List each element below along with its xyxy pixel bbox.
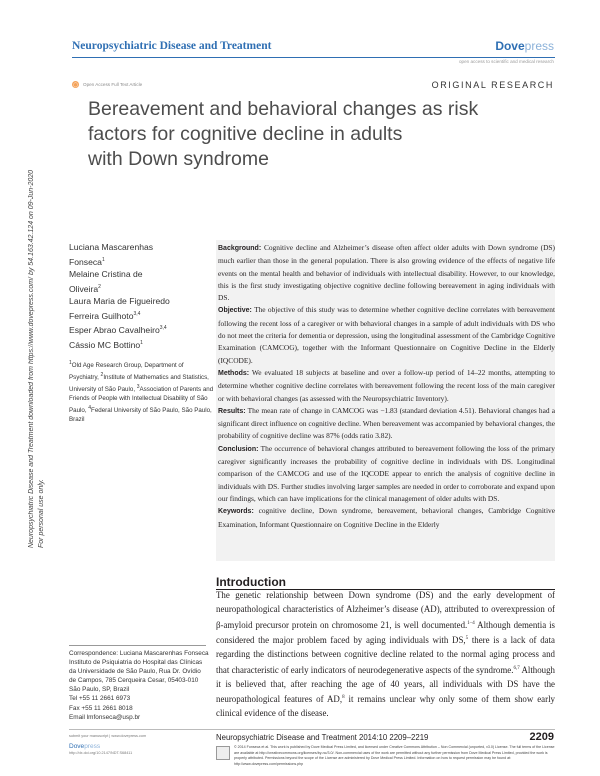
publisher-logo-suffix: press: [524, 39, 554, 53]
open-access-badge: [72, 81, 142, 88]
correspondence-tel: Tel +55 11 2661 6973: [69, 695, 131, 703]
introduction-heading: Introduction: [216, 575, 286, 589]
citation-ref[interactable]: 1–4: [467, 620, 475, 626]
citation-ref[interactable]: 6,7: [513, 665, 520, 671]
publisher-logo[interactable]: [495, 39, 554, 53]
abstract-objective: Objective: The objective of this study was to determine whether cognitive decline correlates with bereavement following the recent loss of a caregiver or with behavioral changes in a sample of adult individuals with DS who do not meet the criteria for dementia or depression, using the longitudinal assessment of the Cambridge Cognitive Examination (CAMCOG), together with the Informant Questionnaire on Cognitive Decline in the Elderly (IQCODE).: [218, 305, 555, 365]
open-access-icon: ◯: [72, 81, 79, 87]
correspondence-fax: Fax +55 11 2661 8018: [69, 704, 133, 712]
abstract-results: Results: The mean rate of change in CAMCOG was −1.83 (standard deviation 4.51). Behavioral changes had a significant direct influence on cognitive decline. When bereavement was accompanied by behavioral changes, the probability of cognitive decline was 87% (odds ratio 3.82).: [218, 405, 556, 441]
author-line: Fonseca$^1$: [69, 256, 105, 267]
author-line: Oliveira$^2$: [69, 283, 101, 294]
abstract-keywords: Keywords: cognitive decline, Down syndrome, bereavement, behavioral changes, Cambridge Cognitive Examination, Informant Questionnaire on Cognitive Decline in the Elderly: [218, 506, 555, 529]
citation-ref[interactable]: 8: [342, 695, 345, 701]
author-line: Laura Maria de Figueiredo: [69, 296, 170, 307]
affiliations: $^1$Old Age Research Group, Department of Psychiatry, $^2$Institute of Mathematics and Statistics, University of São Paulo, $^3$Association of Parents and Friends of People with Intellectual Disability of São Paulo, $^4$Federal University of São Paulo, São Paulo, Brazil: [69, 360, 214, 423]
publisher-logo-main: Dove: [495, 39, 525, 53]
correspondence-address: Instituto de Psiquiatria do Hospital das Clínicas da Universidade de São Paulo, Rua Dr. Ovídio de Campos, 785 Cerqueira Cesar, 05403-010 São Paulo, SP, Brazil: [69, 659, 203, 694]
abstract-methods: Methods: We evaluated 18 subjects at baseline and over a follow-up period of 14–22 months, attempting to determine whether cognitive decline correlates with bereavement following the recent loss of the main caregiver or with behavioral changes (as assessed with the Neuropsychiatric Inventory).: [218, 367, 555, 403]
correspondence-block: [69, 649, 209, 722]
footer-publisher-logo[interactable]: Dovepress: [69, 742, 101, 750]
correspondence-divider: [69, 645, 206, 646]
footer-left: [69, 733, 146, 757]
introduction-paragraph: The genetic relationship between Down syndrome (DS) and the early development of neuropathological characteristics of Alzheimer’s disease (AD), attributed to overexpression of β-amyloid precursor protein on chromosome 21, is well documented.$^{1-4}$ Although dementia is considered the major problem faced by aging individuals with DS,$^5$ there is a lack of data regarding the distinctions between cognitive decline related to the normal aging process and that characteristic of early indicators of neurodegenerative aspects of the syndrome.$^{6,7}$ Although it is believed that, after reaching the age of 40 years, all individuals with DS have the neuropathological features of AD,$^8$ it remains unclear why only some of them show early clinical evidence of the disease.: [216, 590, 555, 719]
license-text: © 2014 Fonseca et al. This work is published by Dove Medical Press Limited, and licensed under Creative Commons Attribution – Non Commercial (unported, v3.0) License. The full terms of the License are available at http://creativecommons.org/licenses/by-nc/3.0/. Non-commercial uses of the work are permitted without any further permission from Dove Medical Press Limited, provided the work is properly attributed. Permissions beyond the scope of the License are administered by Dove Medical Press Limited. Information on how to request permission may be found at: http://www.dovepress.com/permissions.php: [234, 745, 555, 766]
doi-link[interactable]: http://dx.doi.org/10.2147/NDT.S68411: [69, 751, 133, 755]
author-line: Ferreira Guilhoto$^{3,4}$: [69, 310, 141, 321]
abstract-background: Background: Cognitive decline and Alzheimer’s disease often affect older adults with Down syndrome (DS) much earlier than those in the general population. There is also growing evidence of the effects of negative life events on the mental health and behavior of individuals with intellectual disability. However, to our knowledge, this is the first study investigating objective cognitive decline following bereavement in aging individuals with DS.: [218, 243, 555, 303]
author-line: Melaine Cristina de: [69, 269, 143, 280]
publisher-tagline: open access to scientific and medical research: [459, 59, 554, 64]
correspondence-label: Correspondence: Luciana Mascarenhas Fonseca: [69, 650, 209, 657]
download-side-note: [27, 128, 57, 548]
correspondence-email[interactable]: Email lmfonseca@usp.br: [69, 713, 141, 721]
abstract-box: [216, 240, 555, 561]
submit-manuscript-link[interactable]: submit your manuscript | www.dovepress.com: [69, 734, 147, 738]
page-number: 2209: [529, 731, 554, 743]
author-line: Luciana Mascarenhas: [69, 242, 154, 252]
journal-citation: Neuropsychiatric Disease and Treatment 2014:10 2209–2219: [216, 733, 429, 742]
creative-commons-icon: [216, 746, 230, 760]
abstract-conclusion: Conclusion: The occurrence of behavioral changes attributed to bereavement following the loss of the primary caregiver significantly increases the probability of cognitive decline in individuals with DS. Longitudinal comparison of the CAMCOG and use of the IQCODE appear to enrich the analysis of cognitive decline in individuals with DS. Further studies involving larger samples are needed in order to corroborate and expand upon our findings, which can have implications for the clinical management of older adults with DS.: [218, 443, 555, 503]
author-line: Cássio MC Bottino$^1$: [69, 339, 143, 350]
title-line: with Down syndrome: [88, 148, 269, 170]
article-type: ORIGINAL RESEARCH: [431, 80, 554, 90]
download-note-line: Neuropsychiatric Disease and Treatment downloaded from https://www.dovepress.com/ by 54.163.42.124 on 09-Jun-2020: [28, 169, 35, 548]
personal-use-note: For personal use only.: [38, 479, 45, 548]
footer-divider: [69, 729, 555, 730]
license-notice: [216, 745, 555, 767]
title-line: Bereavement and behavioral changes as risk: [88, 98, 479, 120]
citation-ref[interactable]: 5: [465, 636, 469, 642]
article-title: [88, 97, 488, 172]
author-line: Esper Abrao Cavalheiro$^{3,4}$: [69, 325, 167, 335]
header-divider: [72, 57, 555, 58]
journal-title[interactable]: Neuropsychiatric Disease and Treatment: [72, 40, 272, 52]
author-list: [69, 241, 199, 351]
open-access-label: Open Access Full Text Article: [83, 82, 143, 87]
title-line: factors for cognitive decline in adults: [88, 123, 403, 145]
